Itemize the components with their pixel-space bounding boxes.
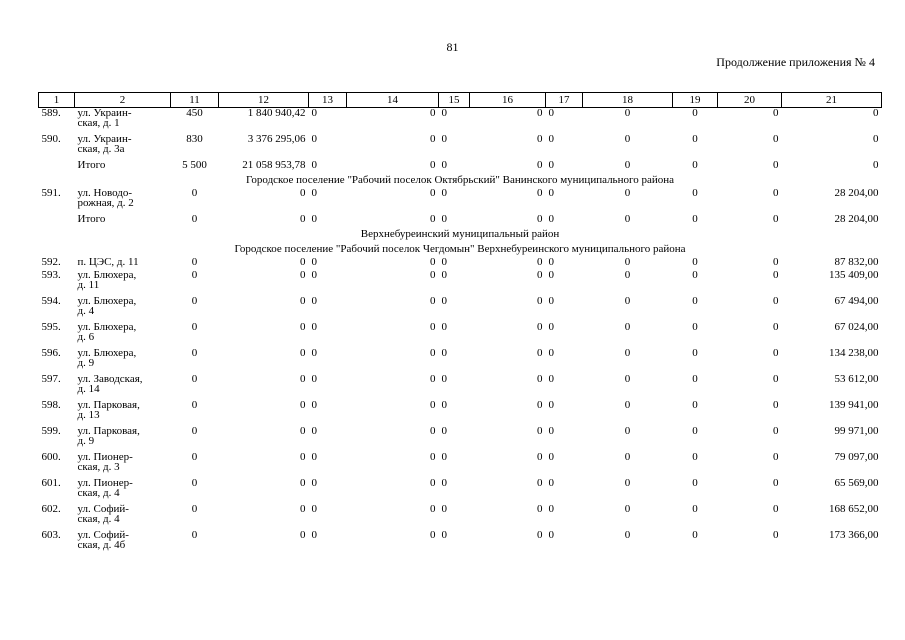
cell-col-13: 0 — [311, 107, 317, 119]
table-row — [39, 374, 882, 400]
cell-col-14: 0 — [430, 256, 436, 268]
cell-col-15: 0 — [441, 269, 447, 281]
cell-col-20: 0 — [773, 321, 779, 333]
cell-col-20: 0 — [773, 373, 779, 385]
cell-col-16: 0 — [537, 477, 543, 489]
cell-col-21: 65 569,00 — [834, 477, 879, 489]
cell-col-21: 139 941,00 — [829, 399, 879, 411]
cell-col-20: 0 — [773, 425, 779, 437]
cell-col-15: 0 — [441, 425, 447, 437]
cell-col-20: 0 — [773, 399, 779, 411]
section-header-row — [39, 173, 882, 188]
cell-col-15: 0 — [441, 256, 447, 268]
cell-col-12: 0 — [300, 269, 306, 281]
cell-col-14: 0 — [430, 213, 436, 225]
cell-col-2: п. ЦЭС, д. 11 — [77, 256, 139, 268]
cell-col-17: 0 — [548, 373, 554, 385]
cell-col-2: ул. Блюхера, д. 11 — [77, 269, 137, 291]
cell-col-12: 0 — [300, 477, 306, 489]
cell-col-12: 21 058 953,78 — [242, 159, 306, 171]
column-header-14: 14 — [347, 93, 439, 108]
cell-col-14: 0 — [430, 373, 436, 385]
cell-col-16: 0 — [537, 213, 543, 225]
cell-col-19: 0 — [692, 477, 698, 489]
cell-col-13: 0 — [311, 269, 317, 281]
column-header-13: 13 — [309, 93, 347, 108]
cell-col-1 — [39, 214, 75, 227]
cell-col-19: 0 — [692, 133, 698, 145]
table-row — [39, 426, 882, 452]
cell-col-17: 0 — [548, 269, 554, 281]
cell-col-16: 0 — [537, 425, 543, 437]
cell-col-13: 0 — [311, 187, 317, 199]
page-number: 81 — [446, 40, 459, 54]
column-header-16: 16 — [470, 93, 546, 108]
table-row — [39, 296, 882, 322]
table-row — [39, 108, 882, 135]
cell-col-18: 0 — [624, 187, 631, 199]
cell-col-19: 0 — [692, 107, 698, 119]
cell-col-2: ул. Пионер- ская, д. 3 — [77, 451, 133, 473]
cell-col-11: 0 — [191, 295, 198, 307]
table-row — [39, 270, 882, 296]
cell-col-1: 592. — [41, 256, 61, 268]
section-header-row — [39, 242, 882, 257]
cell-col-11: 0 — [191, 503, 198, 515]
cell-col-19: 0 — [692, 529, 698, 541]
cell-col-2: ул. Заводская, д. 14 — [77, 373, 143, 395]
cell-col-14: 0 — [430, 269, 436, 281]
cell-col-16: 0 — [537, 107, 543, 119]
cell-col-15: 0 — [441, 477, 447, 489]
cell-col-11: 0 — [191, 256, 198, 268]
cell-col-16: 0 — [537, 133, 543, 145]
cell-col-21: 67 494,00 — [834, 295, 879, 307]
cell-col-21: 0 — [873, 107, 879, 119]
table-row — [39, 530, 882, 556]
cell-col-12: 0 — [300, 295, 306, 307]
cell-col-14: 0 — [430, 187, 436, 199]
cell-col-2: ул. Парковая, д. 9 — [77, 425, 140, 447]
cell-col-16: 0 — [537, 159, 543, 171]
cell-col-15: 0 — [441, 529, 447, 541]
cell-col-15: 0 — [441, 107, 447, 119]
cell-col-20: 0 — [773, 477, 779, 489]
cell-col-17: 0 — [548, 133, 554, 145]
cell-col-1: 594. — [41, 295, 61, 307]
cell-col-18: 0 — [624, 159, 631, 171]
cell-col-14: 0 — [430, 321, 436, 333]
cell-col-16: 0 — [537, 451, 543, 463]
cell-col-16: 0 — [537, 529, 543, 541]
column-header-12: 12 — [219, 93, 309, 108]
cell-col-1: 603. — [41, 529, 61, 541]
section-title: Городское поселение "Рабочий поселок Чегдомын" Верхнебуреинского муниципального района — [234, 243, 686, 255]
cell-col-12: 0 — [300, 321, 306, 333]
cell-col-15: 0 — [441, 373, 447, 385]
cell-col-14: 0 — [430, 347, 436, 359]
cell-col-16: 0 — [537, 503, 543, 515]
cell-col-1: 601. — [41, 477, 61, 489]
cell-col-2: ул. Новодо- рожная, д. 2 — [77, 187, 134, 209]
cell-col-21: 28 204,00 — [834, 213, 879, 225]
column-header-18: 18 — [583, 93, 673, 108]
cell-col-15: 0 — [441, 295, 447, 307]
cell-col-18: 0 — [624, 477, 631, 489]
cell-col-17: 0 — [548, 159, 554, 171]
cell-col-12: 1 840 940,42 — [247, 107, 306, 119]
cell-col-2: ул. Софий- ская, д. 4б — [77, 529, 129, 551]
cell-col-13: 0 — [311, 159, 317, 171]
cell-col-16: 0 — [537, 269, 543, 281]
cell-col-2: ул. Софий- ская, д. 4 — [77, 503, 129, 525]
cell-col-1: 591. — [41, 187, 61, 199]
cell-col-11: 830 — [186, 133, 203, 145]
cell-col-2: Итого — [77, 213, 106, 225]
cell-col-20: 0 — [773, 187, 779, 199]
table-row — [39, 452, 882, 478]
cell-col-12: 0 — [300, 425, 306, 437]
cell-col-2: ул. Блюхера, д. 4 — [77, 295, 137, 317]
cell-col-19: 0 — [692, 187, 698, 199]
cell-col-14: 0 — [430, 107, 436, 119]
cell-col-17: 0 — [548, 425, 554, 437]
cell-col-19: 0 — [692, 269, 698, 281]
cell-col-12: 0 — [300, 451, 306, 463]
cell-col-11: 0 — [191, 347, 198, 359]
cell-col-17: 0 — [548, 347, 554, 359]
cell-col-21: 0 — [873, 159, 879, 171]
cell-col-19: 0 — [692, 256, 698, 268]
cell-col-2: Итого — [77, 159, 106, 171]
table-row — [39, 322, 882, 348]
cell-col-18: 0 — [624, 451, 631, 463]
cell-col-1: 593. — [41, 269, 61, 281]
appendix-continuation-label: Продолжение приложения № 4 — [716, 55, 875, 69]
cell-col-18: 0 — [624, 347, 631, 359]
cell-col-14: 0 — [430, 503, 436, 515]
cell-col-18: 0 — [624, 373, 631, 385]
cell-col-2: ул. Пионер- ская, д. 4 — [77, 477, 133, 499]
cell-col-19: 0 — [692, 159, 698, 171]
column-header-15: 15 — [439, 93, 470, 108]
cell-col-17: 0 — [548, 477, 554, 489]
table-body — [39, 93, 882, 557]
column-header-17: 17 — [546, 93, 583, 108]
cell-col-17: 0 — [548, 399, 554, 411]
cell-col-12: 0 — [300, 347, 306, 359]
cell-col-12: 0 — [300, 373, 306, 385]
cell-col-21: 0 — [873, 133, 879, 145]
cell-col-15: 0 — [441, 213, 447, 225]
cell-col-20: 0 — [773, 451, 779, 463]
cell-col-11: 0 — [191, 399, 198, 411]
cell-col-17: 0 — [548, 529, 554, 541]
table-row — [39, 478, 882, 504]
cell-col-13: 0 — [311, 529, 317, 541]
section-title: Городское поселение "Рабочий поселок Октябрьский" Ванинского муниципального района — [246, 174, 674, 186]
cell-col-15: 0 — [441, 503, 447, 515]
column-header-19: 19 — [673, 93, 718, 108]
cell-col-11: 0 — [191, 373, 198, 385]
cell-col-19: 0 — [692, 213, 698, 225]
cell-col-15: 0 — [441, 399, 447, 411]
cell-col-15: 0 — [441, 159, 447, 171]
column-header-1: 1 — [39, 93, 75, 108]
cell-col-2: ул. Парковая, д. 13 — [77, 399, 140, 421]
cell-col-19: 0 — [692, 503, 698, 515]
cell-col-1 — [39, 160, 75, 173]
table-row — [39, 134, 882, 160]
table-row — [39, 188, 882, 214]
cell-col-1: 602. — [41, 503, 61, 515]
cell-col-19: 0 — [692, 321, 698, 333]
cell-col-20: 0 — [773, 529, 779, 541]
cell-col-13: 0 — [311, 373, 317, 385]
cell-col-18: 0 — [624, 295, 631, 307]
cell-col-1: 596. — [41, 347, 61, 359]
cell-col-21: 168 652,00 — [829, 503, 879, 515]
cell-col-18: 0 — [624, 503, 631, 515]
cell-col-18: 0 — [624, 529, 631, 541]
cell-col-13: 0 — [311, 425, 317, 437]
cell-col-14: 0 — [430, 295, 436, 307]
cell-col-17: 0 — [548, 107, 554, 119]
cell-col-18: 0 — [624, 425, 631, 437]
cell-col-12: 3 376 295,06 — [247, 133, 306, 145]
cell-col-14: 0 — [430, 425, 436, 437]
cell-col-15: 0 — [441, 321, 447, 333]
cell-col-20: 0 — [773, 347, 779, 359]
table-row — [39, 257, 882, 270]
cell-col-19: 0 — [692, 373, 698, 385]
cell-col-17: 0 — [548, 503, 554, 515]
cell-col-21: 173 366,00 — [829, 529, 879, 541]
cell-col-11: 0 — [191, 529, 198, 541]
cell-col-13: 0 — [311, 347, 317, 359]
cell-col-13: 0 — [311, 295, 317, 307]
cell-col-20: 0 — [773, 256, 779, 268]
cell-col-11: 0 — [191, 425, 198, 437]
cell-col-15: 0 — [441, 133, 447, 145]
cell-col-18: 0 — [624, 213, 631, 225]
cell-col-17: 0 — [548, 321, 554, 333]
cell-col-14: 0 — [430, 477, 436, 489]
table-row — [39, 400, 882, 426]
cell-col-11: 0 — [191, 477, 198, 489]
cell-col-11: 450 — [186, 107, 203, 119]
cell-col-11: 0 — [191, 269, 198, 281]
cell-col-13: 0 — [311, 321, 317, 333]
cell-col-17: 0 — [548, 451, 554, 463]
cell-col-18: 0 — [624, 256, 631, 268]
cell-col-14: 0 — [430, 159, 436, 171]
cell-col-2: ул. Украин- ская, д. 3а — [77, 133, 132, 155]
cell-col-13: 0 — [311, 213, 317, 225]
cell-col-14: 0 — [430, 399, 436, 411]
table-row — [39, 504, 882, 530]
cell-col-11: 5 500 — [182, 159, 207, 171]
cell-col-19: 0 — [692, 425, 698, 437]
cell-col-21: 79 097,00 — [834, 451, 879, 463]
cell-col-1: 598. — [41, 399, 61, 411]
cell-col-14: 0 — [430, 133, 436, 145]
cell-col-11: 0 — [191, 451, 198, 463]
cell-col-1: 599. — [41, 425, 61, 437]
cell-col-16: 0 — [537, 256, 543, 268]
cell-col-16: 0 — [537, 295, 543, 307]
column-header-20: 20 — [718, 93, 782, 108]
cell-col-12: 0 — [300, 256, 306, 268]
cell-col-11: 0 — [191, 321, 198, 333]
cell-col-19: 0 — [692, 451, 698, 463]
section-title: Верхнебуреинский муниципальный район — [360, 228, 560, 240]
cell-col-1: 595. — [41, 321, 61, 333]
cell-col-13: 0 — [311, 503, 317, 515]
cell-col-12: 0 — [300, 529, 306, 541]
cell-col-14: 0 — [430, 451, 436, 463]
cell-col-13: 0 — [311, 256, 317, 268]
cell-col-19: 0 — [692, 347, 698, 359]
cell-col-17: 0 — [548, 256, 554, 268]
cell-col-12: 0 — [300, 399, 306, 411]
total-row — [39, 160, 882, 173]
cell-col-21: 135 409,00 — [829, 269, 879, 281]
cell-col-19: 0 — [692, 295, 698, 307]
cell-col-16: 0 — [537, 373, 543, 385]
cell-col-12: 0 — [300, 503, 306, 515]
cell-col-13: 0 — [311, 399, 317, 411]
cell-col-1: 589. — [41, 107, 61, 119]
cell-col-21: 67 024,00 — [834, 321, 879, 333]
cell-col-2: ул. Блюхера, д. 9 — [77, 347, 137, 369]
cell-col-13: 0 — [311, 133, 317, 145]
cell-col-1: 597. — [41, 373, 61, 385]
data-table — [38, 92, 882, 556]
cell-col-18: 0 — [624, 133, 631, 145]
cell-col-2: ул. Блюхера, д. 6 — [77, 321, 137, 343]
cell-col-17: 0 — [548, 213, 554, 225]
cell-col-14: 0 — [430, 529, 436, 541]
cell-col-17: 0 — [548, 295, 554, 307]
cell-col-21: 87 832,00 — [834, 256, 879, 268]
header-row — [39, 93, 882, 108]
cell-col-18: 0 — [624, 269, 631, 281]
table-row — [39, 348, 882, 374]
cell-col-11: 0 — [191, 187, 198, 199]
column-header-2: 2 — [75, 93, 171, 108]
cell-col-16: 0 — [537, 187, 543, 199]
cell-col-1: 600. — [41, 451, 61, 463]
cell-col-20: 0 — [773, 503, 779, 515]
cell-col-20: 0 — [773, 133, 779, 145]
cell-col-12: 0 — [300, 213, 306, 225]
cell-col-18: 0 — [624, 321, 631, 333]
cell-col-21: 53 612,00 — [834, 373, 879, 385]
cell-col-15: 0 — [441, 187, 447, 199]
cell-col-11: 0 — [191, 213, 198, 225]
cell-col-16: 0 — [537, 321, 543, 333]
cell-col-18: 0 — [624, 107, 631, 119]
cell-col-15: 0 — [441, 347, 447, 359]
section-header-row — [39, 227, 882, 242]
cell-col-16: 0 — [537, 347, 543, 359]
total-row — [39, 214, 882, 227]
cell-col-21: 99 971,00 — [834, 425, 879, 437]
cell-col-2: ул. Украин- ская, д. 1 — [77, 107, 132, 129]
cell-col-12: 0 — [300, 187, 306, 199]
cell-col-1: 590. — [41, 133, 61, 145]
cell-col-20: 0 — [773, 269, 779, 281]
cell-col-20: 0 — [773, 159, 779, 171]
cell-col-18: 0 — [624, 399, 631, 411]
cell-col-16: 0 — [537, 399, 543, 411]
column-header-11: 11 — [171, 93, 219, 108]
cell-col-21: 134 238,00 — [829, 347, 879, 359]
cell-col-20: 0 — [773, 295, 779, 307]
cell-col-13: 0 — [311, 451, 317, 463]
cell-col-20: 0 — [773, 213, 779, 225]
cell-col-21: 28 204,00 — [834, 187, 879, 199]
cell-col-13: 0 — [311, 477, 317, 489]
cell-col-20: 0 — [773, 107, 779, 119]
cell-col-15: 0 — [441, 451, 447, 463]
cell-col-19: 0 — [692, 399, 698, 411]
cell-col-17: 0 — [548, 187, 554, 199]
column-header-21: 21 — [782, 93, 882, 108]
